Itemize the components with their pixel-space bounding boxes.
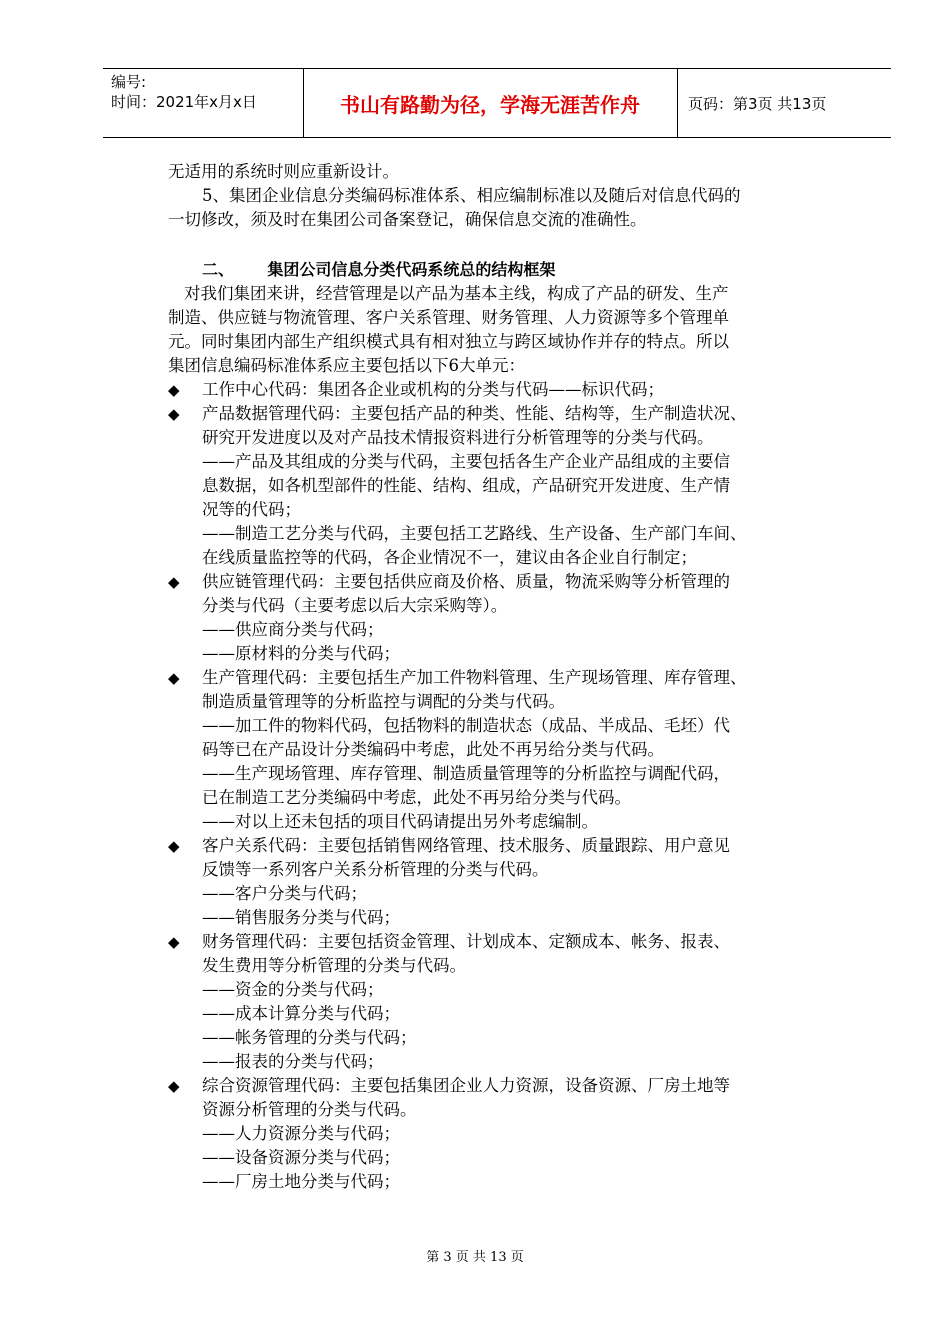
bullet-icon: ◆ [168, 405, 180, 423]
sub-item: ——帐务管理的分类与代码； [202, 1028, 417, 1047]
bullet-text: 研究开发进度以及对产品技术情报资料进行分析管理等的分类与代码。 [202, 428, 714, 447]
sub-item: 息数据，如各机型部件的性能、结构、组成，产品研究开发进度、生产情 [202, 476, 730, 495]
sub-item: ——设备资源分类与代码； [202, 1148, 400, 1167]
bullet-icon: ◆ [168, 573, 180, 591]
bullet-text: 反馈等一系列客户关系分析管理的分类与代码。 [202, 860, 549, 879]
bullet-text: 分类与代码（主要考虑以后大宗采购等）。 [202, 596, 508, 615]
time-label: 时间：2021年x月x日 [111, 93, 257, 111]
sub-item: ——资金的分类与代码； [202, 980, 384, 999]
paragraph-line: 集团信息编码标准体系应主要包括以下6大单元： [168, 356, 525, 375]
paragraph-line: 制造、供应链与物流管理、客户关系管理、财务管理、人力资源等多个管理单 [168, 308, 729, 327]
paragraph-line: 5、集团企业信息分类编码标准体系、相应编制标准以及随后对信息代码的 [202, 186, 741, 205]
sub-item: ——原材料的分类与代码； [202, 644, 400, 663]
sub-item: 已在制造工艺分类编码中考虑，此处不再另给分类与代码。 [202, 788, 631, 807]
code-label: 编号: [111, 73, 147, 91]
bullet-text: 产品数据管理代码：主要包括产品的种类、性能、结构等，生产制造状况、 [202, 404, 747, 423]
bullet-text: 综合资源管理代码：主要包括集团企业人力资源，设备资源、厂房土地等 [202, 1076, 730, 1095]
bullet-icon: ◆ [168, 1077, 180, 1095]
sub-item: ——制造工艺分类与代码，主要包括工艺路线、生产设备、生产部门车间、 [202, 524, 747, 543]
bullet-text: 生产管理代码：主要包括生产加工件物料管理、生产现场管理、库存管理、 [202, 668, 747, 687]
sub-item: ——供应商分类与代码； [202, 620, 384, 639]
bullet-text: 资源分析管理的分类与代码。 [202, 1100, 417, 1119]
bullet-icon: ◆ [168, 381, 180, 399]
motto: 书山有路勤为径，学海无涯苦作舟 [303, 69, 678, 137]
sub-item: 况等的代码； [202, 500, 301, 519]
paragraph-line: 无适用的系统时则应重新设计。 [168, 162, 399, 181]
bullet-text: 客户关系代码：主要包括销售网络管理、技术服务、质量跟踪、用户意见 [202, 836, 730, 855]
bullet-icon: ◆ [168, 933, 180, 951]
bullet-text: 发生费用等分析管理的分类与代码。 [202, 956, 466, 975]
page-footer: 第 3 页 共 13 页 [426, 1250, 524, 1265]
sub-item: ——厂房土地分类与代码； [202, 1172, 400, 1191]
bullet-text: 工作中心代码：集团各企业或机构的分类与代码——标识代码； [202, 380, 664, 399]
bullet-text: 制造质量管理等的分析监控与调配的分类与代码。 [202, 692, 565, 711]
bullet-icon: ◆ [168, 669, 180, 687]
sub-item: ——产品及其组成的分类与代码，主要包括各生产企业产品组成的主要信 [202, 452, 730, 471]
sub-item: ——生产现场管理、库存管理、制造质量管理等的分析监控与调配代码， [202, 764, 730, 783]
sub-item: ——对以上还未包括的项目代码请提出另外考虑编制。 [202, 812, 598, 831]
paragraph-line: 一切修改，须及时在集团公司备案登记，确保信息交流的准确性。 [168, 210, 647, 229]
page-header [103, 68, 891, 138]
sub-item: 在线质量监控等的代码，各企业情况不一，建议由各企业自行制定； [202, 548, 697, 567]
bullet-icon: ◆ [168, 837, 180, 855]
page-label: 页码：第3页 共13页 [688, 94, 827, 113]
sub-item: ——销售服务分类与代码； [202, 908, 400, 927]
paragraph-line: 元。同时集团内部生产组织模式具有相对独立与跨区域协作并存的特点。所以 [168, 332, 729, 351]
sub-item: ——人力资源分类与代码； [202, 1124, 400, 1143]
sub-item: ——加工件的物料代码，包括物料的制造状态（成品、半成品、毛坯）代 [202, 716, 730, 735]
sub-item: 码等已在产品设计分类编码中考虑，此处不再另给分类与代码。 [202, 740, 664, 759]
header-info-cell [103, 69, 304, 137]
bullet-text: 供应链管理代码：主要包括供应商及价格、质量，物流采购等分析管理的 [202, 572, 730, 591]
sub-item: ——报表的分类与代码； [202, 1052, 384, 1071]
sub-item: ——客户分类与代码； [202, 884, 367, 903]
sub-item: ——成本计算分类与代码； [202, 1004, 400, 1023]
section-heading: 二、 集团公司信息分类代码系统总的结构框架 [202, 260, 556, 279]
bullet-text: 财务管理代码：主要包括资金管理、计划成本、定额成本、帐务、报表、 [202, 932, 730, 951]
paragraph-line: 对我们集团来讲，经营管理是以产品为基本主线，构成了产品的研发、生产 [184, 284, 729, 303]
